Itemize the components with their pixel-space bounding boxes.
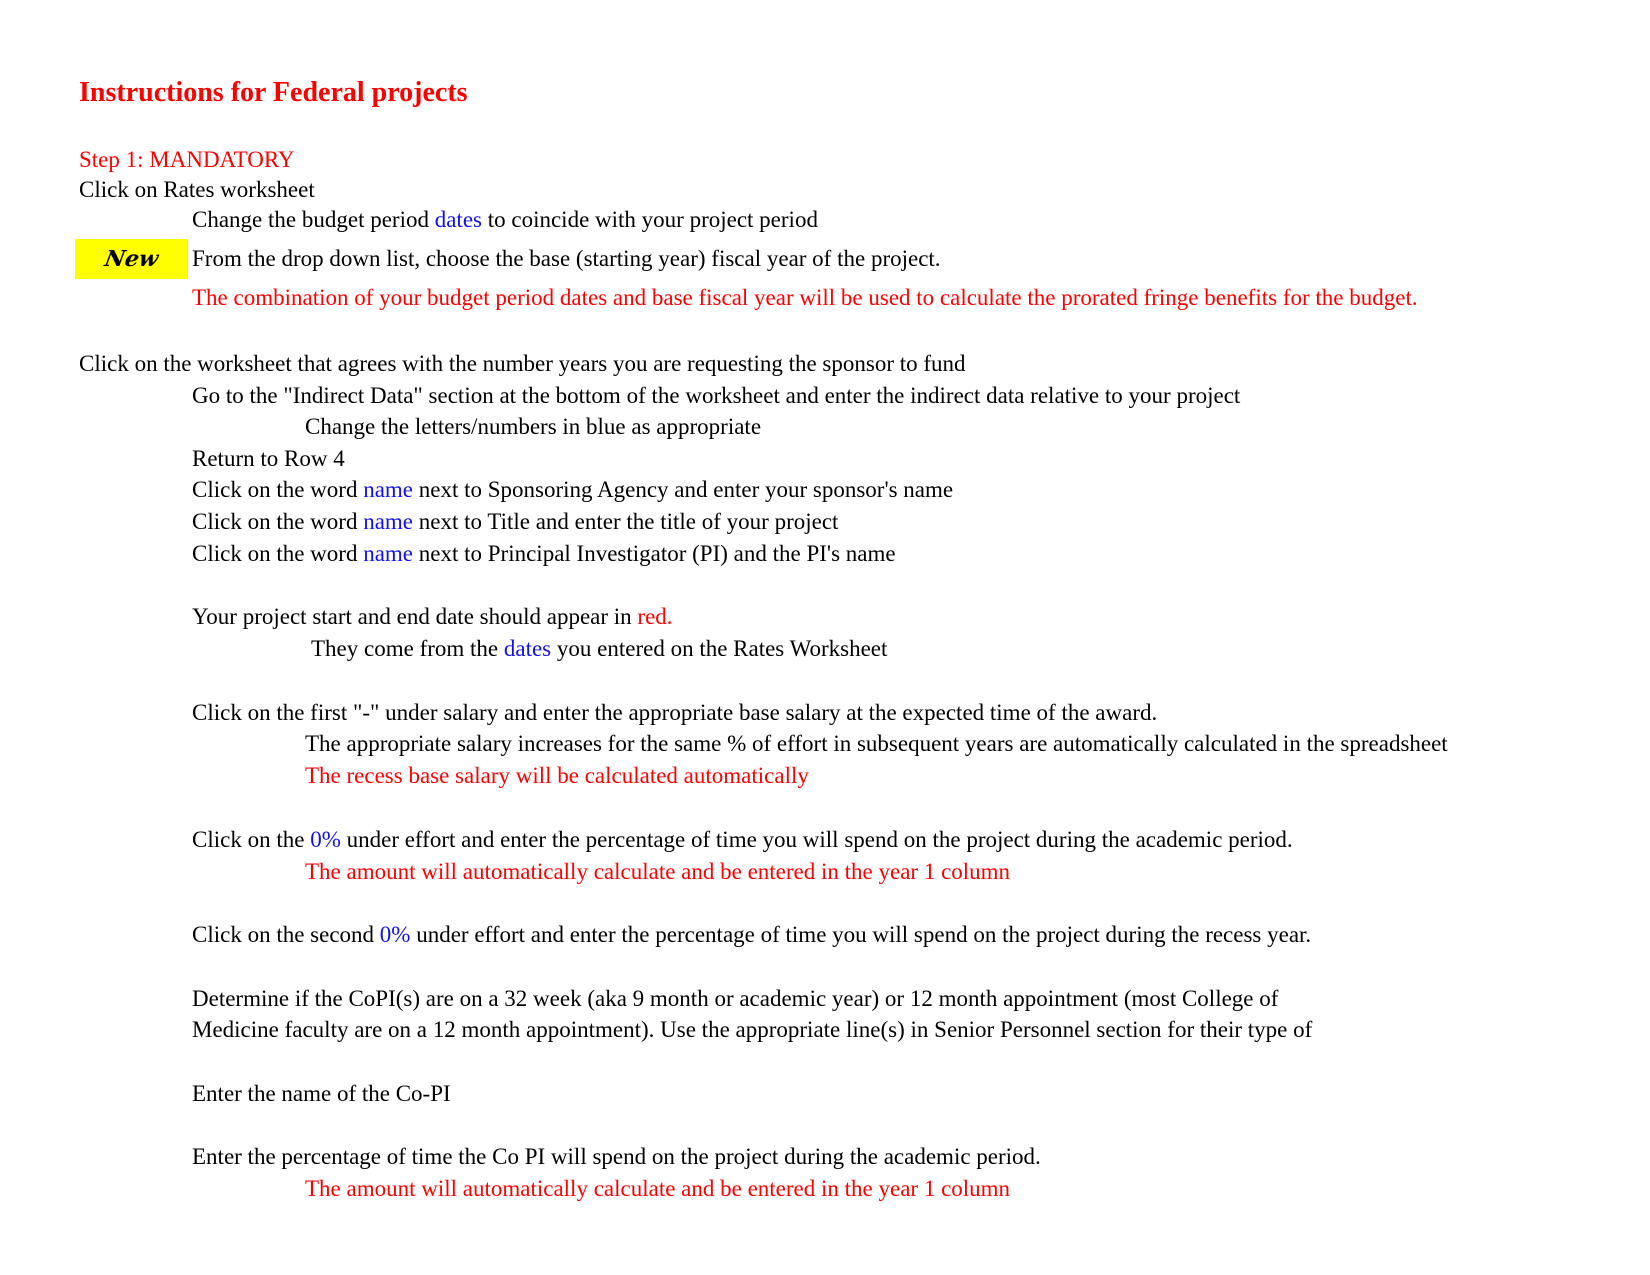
highlight-dates: dates <box>503 636 552 661</box>
instruction-text: Click on the word <box>192 541 364 566</box>
instruction-line <box>192 921 1311 949</box>
page-title: Instructions for Federal projects <box>79 77 468 108</box>
instruction-line <box>192 540 896 568</box>
instruction-line <box>192 476 953 504</box>
note-line: The combination of your budget period dates and base fiscal year will be used to calculate the prorated fringe benefits for the budget. <box>192 285 1418 310</box>
instruction-text: under effort and enter the percentage of time you will spend on the project during the academic period. <box>340 827 1293 852</box>
instruction-line <box>192 826 1293 854</box>
instruction-line: From the drop down list, choose the base (starting year) fiscal year of the project. <box>192 246 941 271</box>
instruction-line: Go to the "Indirect Data" section at the bottom of the worksheet and enter the indirect data relative to your project <box>192 383 1241 408</box>
instruction-text: next to Principal Investigator (PI) and the PI's name <box>413 541 896 566</box>
instruction-text: Your project start and end date should appear in <box>192 604 638 629</box>
instruction-line: Click on the worksheet that agrees with the number years you are requesting the sponsor to fund <box>79 351 966 376</box>
instruction-text: to coincide with your project period <box>481 207 818 232</box>
instruction-line <box>192 206 818 234</box>
instruction-line: The appropriate salary increases for the same % of effort in subsequent years are automatically calculated in the spreadsheet <box>305 731 1448 756</box>
instruction-line: Enter the percentage of time the Co PI will spend on the project during the academic period. <box>192 1144 1041 1169</box>
new-badge-label: New <box>102 246 161 272</box>
note-line: The recess base salary will be calculated automatically <box>305 763 809 788</box>
instruction-line: Determine if the CoPI(s) are on a 32 week (aka 9 month or academic year) or 12 month appointment (most College of <box>192 986 1279 1011</box>
instruction-text: Click on the word <box>192 509 364 534</box>
highlight-name: name <box>363 509 414 534</box>
note-line: The amount will automatically calculate and be entered in the year 1 column <box>305 859 1011 884</box>
instruction-text: next to Sponsoring Agency and enter your sponsor's name <box>413 477 954 502</box>
instruction-text: Change the budget period <box>192 207 435 232</box>
highlight-percent: 0% <box>310 827 341 852</box>
instruction-text: They come from the <box>311 636 504 661</box>
instruction-line: Enter the name of the Co-PI <box>192 1081 451 1106</box>
instruction-line: Click on Rates worksheet <box>79 177 315 202</box>
instruction-text: you entered on the Rates Worksheet <box>551 636 888 661</box>
instruction-line: Return to Row 4 <box>192 446 345 471</box>
new-badge <box>75 239 188 279</box>
highlight-name: name <box>363 541 414 566</box>
instruction-text: Click on the second <box>192 922 380 947</box>
instruction-line <box>311 635 887 663</box>
instruction-line: Change the letters/numbers in blue as appropriate <box>305 414 762 439</box>
instruction-line: Click on the first "-" under salary and enter the appropriate base salary at the expected time of the award. <box>192 700 1158 725</box>
highlight-dates: dates <box>434 207 482 232</box>
step-heading: Step 1: MANDATORY <box>79 147 295 172</box>
note-line: The amount will automatically calculate and be entered in the year 1 column <box>305 1176 1011 1201</box>
instruction-line <box>192 603 673 631</box>
instruction-text: next to Title and enter the title of your project <box>413 509 839 534</box>
highlight-red: red. <box>637 604 673 629</box>
instruction-text: under effort and enter the percentage of time you will spend on the project during the recess year. <box>410 922 1312 947</box>
highlight-percent: 0% <box>379 922 411 947</box>
instruction-text: Click on the <box>192 827 311 852</box>
instruction-line <box>192 508 838 536</box>
instruction-line: Medicine faculty are on a 12 month appointment). Use the appropriate line(s) in Senior Personnel section for their type of <box>192 1017 1313 1042</box>
instruction-text: Click on the word <box>192 477 364 502</box>
highlight-name: name <box>363 477 414 502</box>
